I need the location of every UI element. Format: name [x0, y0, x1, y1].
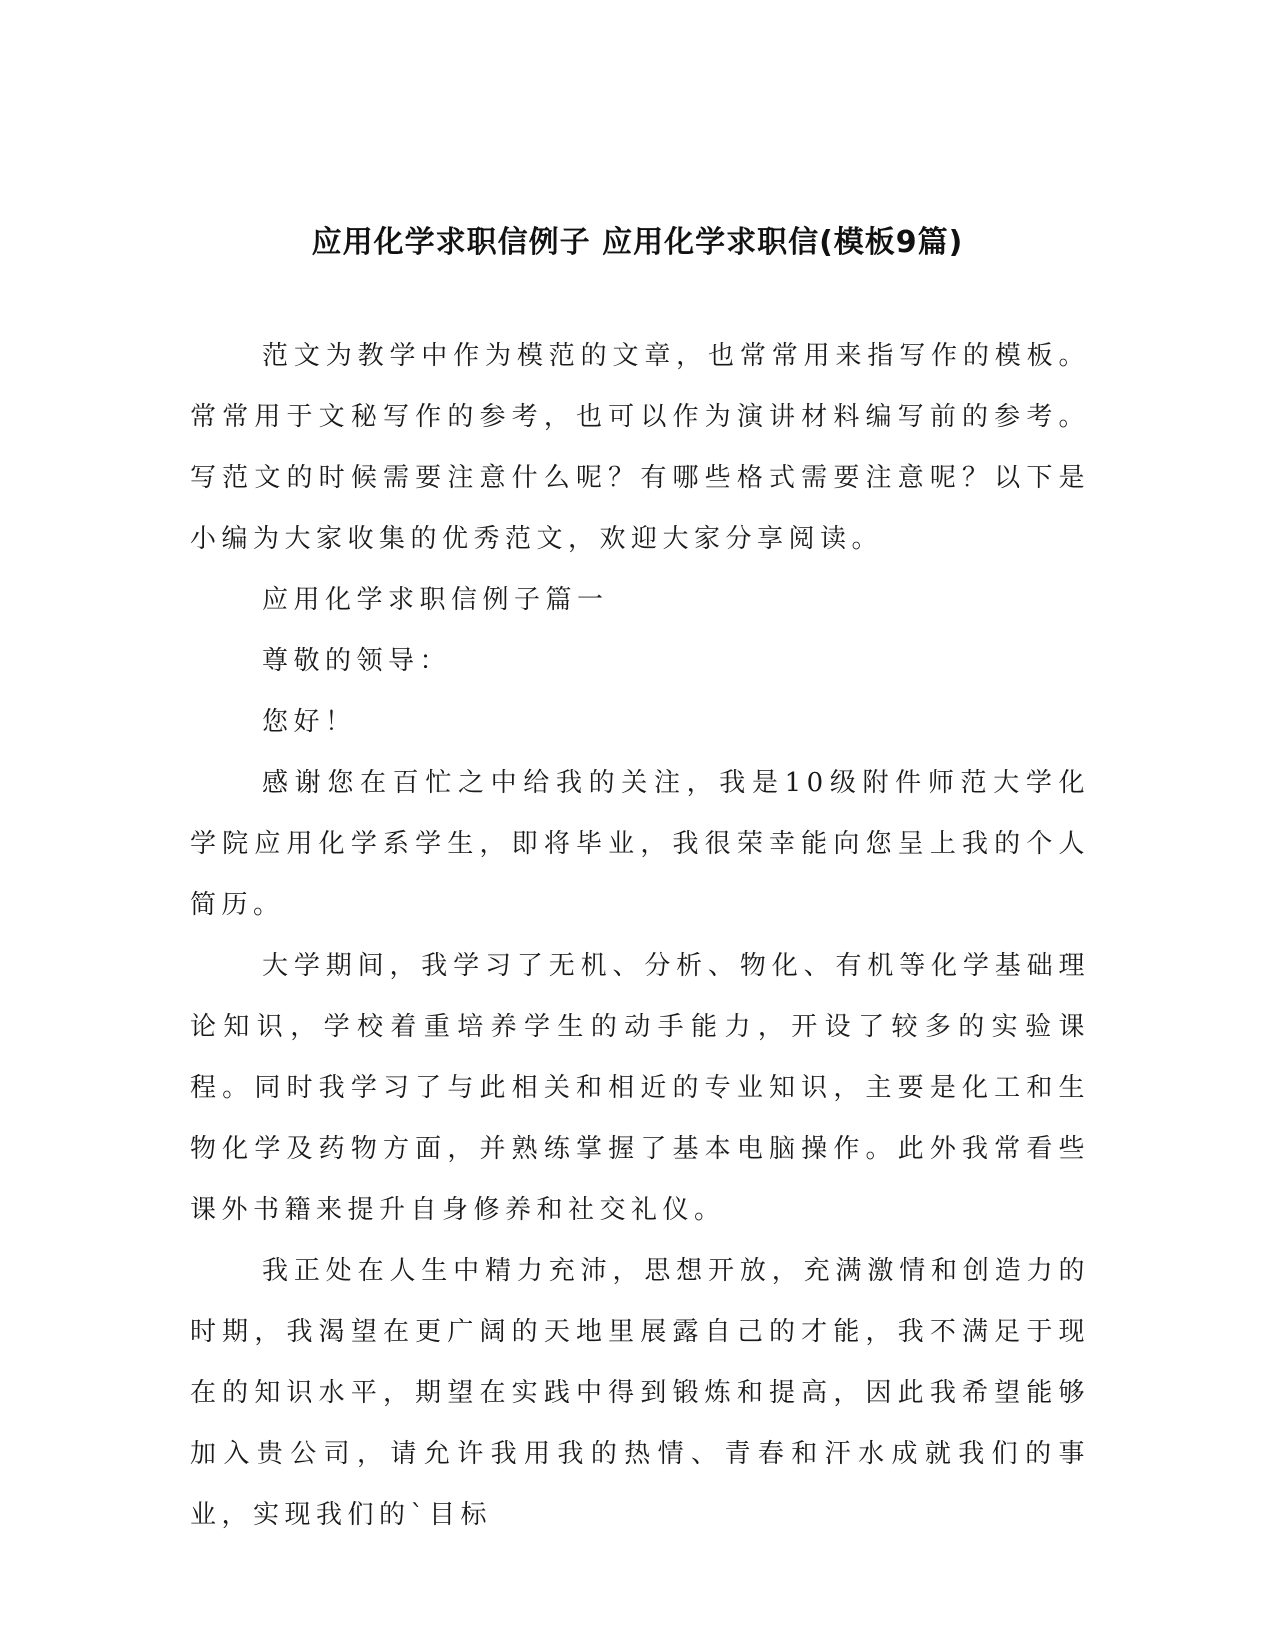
- salutation: 尊敬的领导：: [262, 646, 452, 676]
- section-heading: 应用化学求职信例子篇一: [262, 585, 609, 615]
- document-body: [190, 326, 1090, 1546]
- document-title: 应用化学求职信例子 应用化学求职信(模板9篇): [311, 225, 964, 261]
- paragraph-motivation: 我正处在人生中精力充沛，思想开放，充满激情和创造力的时期，我渴望在更广阔的天地里展露自己的才能，我不满足于现在的知识水平，期望在实践中得到锻炼和提高，因此我希望能够加入贵公司，请允许我用我的热情、青春和汗水成就我们的事业，实现我们的`目标: [190, 1256, 1090, 1530]
- paragraph-education: 大学期间，我学习了无机、分析、物化、有机等化学基础理论知识，学校着重培养学生的动手能力，开设了较多的实验课程。同时我学习了与此相关和相近的专业知识，主要是化工和生物化学及药物方面，并熟练掌握了基本电脑操作。此外我常看些课外书籍来提升自身修养和社交礼仪。: [190, 951, 1090, 1225]
- paragraph-intro: 范文为教学中作为模范的文章，也常常用来指写作的模板。常常用于文秘写作的参考，也可以作为演讲材料编写前的参考。写范文的时候需要注意什么呢？有哪些格式需要注意呢？以下是小编为大家收集的优秀范文，欢迎大家分享阅读。: [190, 341, 1090, 554]
- greeting: 您好！: [262, 707, 357, 737]
- paragraph-introduction-self: 感谢您在百忙之中给我的关注，我是10级附件师范大学化学院应用化学系学生，即将毕业，我很荣幸能向您呈上我的个人简历。: [190, 768, 1090, 920]
